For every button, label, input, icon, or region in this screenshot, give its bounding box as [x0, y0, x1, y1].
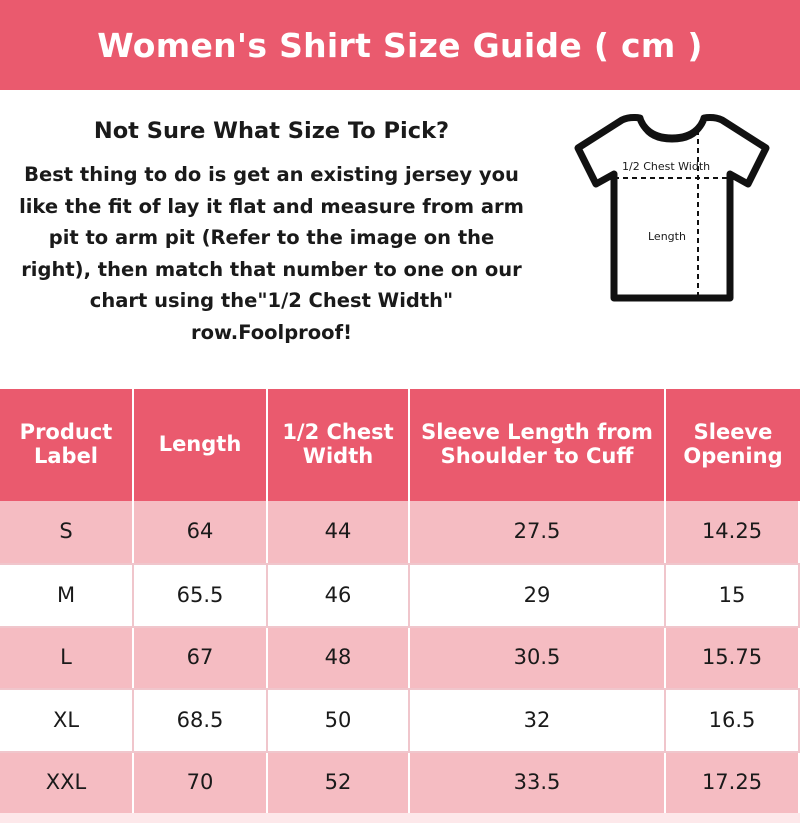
table-row	[0, 751, 800, 813]
cell-product-label: XL	[0, 690, 134, 750]
cell-chest-width: 52	[268, 753, 410, 813]
cell-sleeve-length: 32	[410, 690, 666, 750]
cell-length: 67	[134, 628, 268, 688]
info-section	[0, 90, 800, 389]
column-header-length: Length	[134, 389, 268, 501]
table-header-row	[0, 389, 800, 501]
column-header-product-label: Product Label	[0, 389, 134, 501]
cell-sleeve-opening: 16.5	[666, 690, 800, 750]
length-label: Length	[648, 230, 686, 243]
tshirt-diagram-icon	[570, 108, 775, 313]
cell-chest-width: 48	[268, 628, 410, 688]
cell-sleeve-opening: 15	[666, 565, 800, 625]
column-header-sleeve-length: Sleeve Length from Shoulder to Cuff	[410, 389, 666, 501]
column-header-sleeve-opening: Sleeve Opening	[683, 420, 783, 468]
cell-sleeve-length: 27.5	[410, 501, 666, 563]
shirt-diagram-container	[545, 90, 800, 313]
cell-length: 70	[134, 753, 268, 813]
info-body: Best thing to do is get an existing jersey you like the fit of lay it flat and measure from arm pit to arm pit (Refer to the image on the right), then match that number to one on our chart using the"1/2 Chest Width" row.Foolproof!	[19, 163, 524, 344]
cell-chest-width: 44	[268, 501, 410, 563]
table-row	[0, 501, 800, 563]
cell-product-label: M	[0, 565, 134, 625]
cell-chest-width: 50	[268, 690, 410, 750]
cell-sleeve-length: 33.5	[410, 753, 666, 813]
cell-product-label: S	[0, 501, 134, 563]
info-heading: Not Sure What Size To Pick?	[93, 118, 450, 144]
cell-length: 68.5	[134, 690, 268, 750]
cell-chest-width: 46	[268, 565, 410, 625]
cell-length: 64	[134, 501, 268, 563]
info-text-block	[0, 90, 545, 348]
cell-length: 65.5	[134, 565, 268, 625]
cell-sleeve-opening: 15.75	[666, 628, 800, 688]
header-banner	[0, 0, 800, 90]
cell-product-label: XXL	[0, 753, 134, 813]
table-row	[0, 688, 800, 750]
cell-sleeve-opening: 14.25	[666, 501, 800, 563]
chest-width-label: 1/2 Chest Width	[622, 160, 711, 173]
size-table	[0, 389, 800, 823]
cell-sleeve-opening: 17.25	[666, 753, 800, 813]
table-row	[0, 626, 800, 688]
column-header-chest-width: 1/2 Chest Width	[268, 389, 410, 501]
table-row	[0, 563, 800, 625]
cell-sleeve-length: 29	[410, 565, 666, 625]
cell-product-label: L	[0, 628, 134, 688]
cell-sleeve-length: 30.5	[410, 628, 666, 688]
page-title: Women's Shirt Size Guide ( cm )	[97, 25, 703, 65]
